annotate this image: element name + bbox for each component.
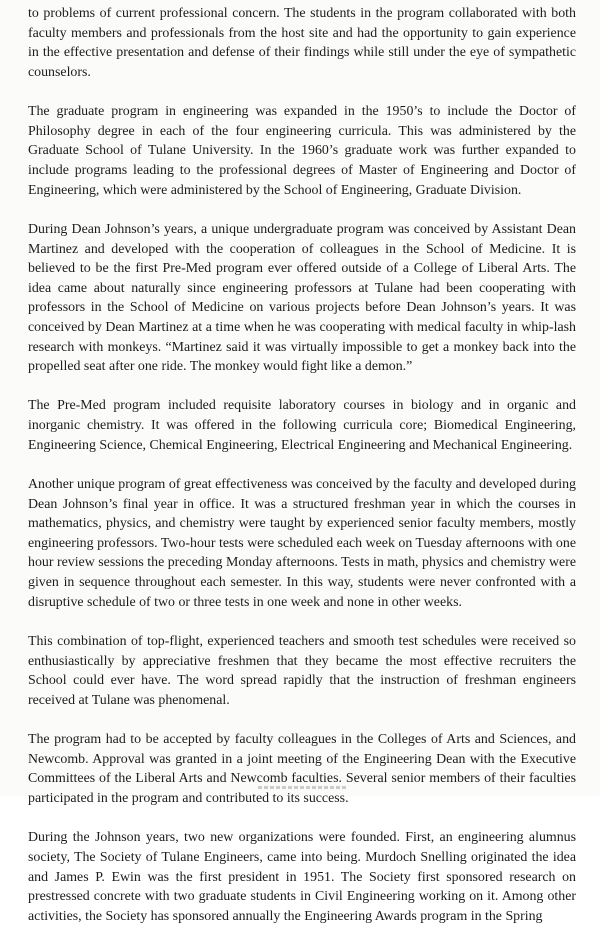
paragraph-professional-concern: to problems of current professional concern. The students in the program collaborated with both faculty members and professionals from the host site and had the opportunity to gain experience in the effective presentation and defense of their findings while still under the eye of sympathetic counselors. xyxy=(28,6,576,80)
paragraph-pre-med-courses: The Pre-Med program included requisite laboratory courses in biology and in organic and inorganic chemistry. It was offered in the following curricula core; Biomedical Engineering, Engineering Science, Chemical Engineering, Electrical Engineering and Mechanical Engineering. xyxy=(28,398,576,453)
paragraph-faculty-approval: The program had to be accepted by faculty colleagues in the Colleges of Arts and Sciences, and Newcomb. Approval was granted in a joint meeting of the Engineering Dean with the Executive Committees of the Liberal Arts and Newcomb faculties. Several senior members of their faculties participated in the program and contributed to its success. xyxy=(28,732,576,806)
page-footer-mark xyxy=(258,786,348,789)
document-body xyxy=(28,4,576,946)
paragraph-pre-med-origin: During Dean Johnson’s years, a unique undergraduate program was conceived by Assistant Dean Martinez and developed with the cooperation of colleagues in the School of Medicine. It is believed to be the first Pre-Med program ever offered outside of a College of Liberal Arts. The idea came about naturally since engineering professors at Tulane had been cooperating with professors in the School of Medicine on various projects before Dean Johnson’s years. It was conceived by Dean Martinez at a time when he was cooperating with medical faculty in whip-lash research with monkeys. “Martinez said it was virtually impossible to get a monkey back into the propelled seat after one ride. The monkey would fight like a demon.” xyxy=(28,221,576,375)
paragraph-freshman-program: Another unique program of great effectiveness was conceived by the faculty and developed during Dean Johnson’s final year in office. It was a structured freshman year in which the courses in mathematics, physics, and chemistry were taught by experienced senior faculty members, mostly engineering professors. Two-hour tests were scheduled each week on Tuesday afternoons with one hour review sessions the preceding Monday afternoons. Tests in math, physics and chemistry were given in sequence throughout each semester. In this way, students were never confronted with a disruptive schedule of two or three tests in one week and none in other weeks. xyxy=(28,477,576,610)
paragraph-graduate-program: The graduate program in engineering was expanded in the 1950’s to include the Doctor of Philosophy degree in each of the four engineering curricula. This was administered by the Graduate School of Tulane University. In the 1960’s graduate work was further expanded to include programs leading to the professional degrees of Master of Engineering and Doctor of Engineering, which were administered by the School of Engineering, Graduate Division. xyxy=(28,104,576,198)
paragraph-new-organizations: During the Johnson years, two new organizations were founded. First, an engineering alumnus society, The Society of Tulane Engineers, came into being. Murdoch Snelling originated the idea and James P. Ewin was the first president in 1951. The Society first sponsored research on prestressed concrete with two graduate students in Civil Engineering working on it. Among other activities, the Society has sponsored annually the Engineering Awards program in the Spring xyxy=(28,830,576,924)
paragraph-freshman-recruiters: This combination of top-flight, experienced teachers and smooth test schedules were received so enthusiastically by appreciative freshmen that they became the most effective recruiters the School could ever have. The word spread rapidly that the instruction of freshman engineers received at Tulane was phenomenal. xyxy=(28,634,576,708)
